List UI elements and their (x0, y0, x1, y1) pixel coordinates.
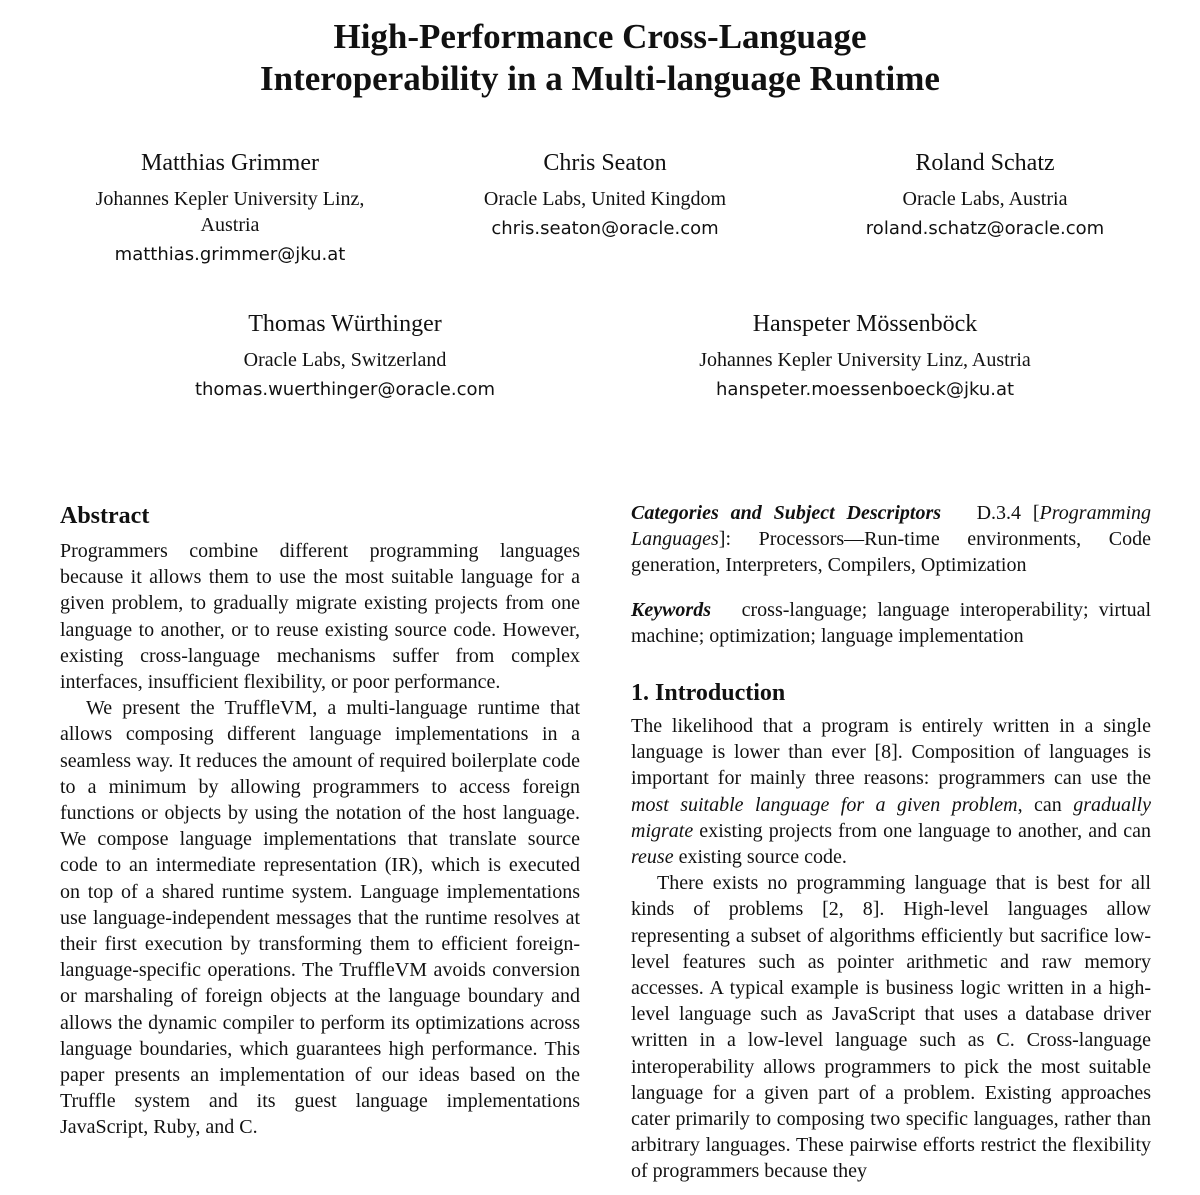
paper-title (0, 16, 1200, 100)
intro-text: existing source code. (673, 846, 847, 869)
abstract-heading: Abstract (60, 503, 150, 529)
author-name: Roland Schatz (915, 150, 1055, 176)
categories-bracket-text: Programming Languages (631, 502, 1152, 551)
intro-text: , can (1017, 793, 1074, 816)
keywords-text: cross-language; language interoperability; virtual machine; optimization; language implementation (631, 598, 1151, 647)
author-email[interactable]: roland.schatz@oracle.com (865, 218, 1105, 239)
author-name: Matthias Grimmer (141, 150, 319, 176)
author-email[interactable]: thomas.wuerthinger@oracle.com (194, 379, 496, 400)
left-column (60, 500, 580, 1141)
author-block (670, 309, 1060, 403)
author-name: Thomas Würthinger (248, 311, 442, 337)
author-block (60, 148, 400, 268)
categories-rest: ]: Processors—Run-time environments, Code generation, Interpreters, Compilers, Optimization (631, 528, 1151, 577)
affiliation-line: Austria (200, 214, 260, 236)
abstract-paragraph: Programmers combine different programming languages because it allows them to use the most suitable language for a given problem, to gradually migrate existing projects from one language to another, or to reuse existing source code. However, existing cross-language mechanisms suffer from complex interfaces, insufficient flexibility, or poor performance. (60, 540, 580, 694)
intro-emphasis: gradually migrate (631, 793, 1151, 842)
intro-emphasis: most suitable language for a given problem (631, 793, 1018, 816)
author-affiliation (170, 347, 520, 373)
intro-paragraph (631, 713, 1151, 870)
affiliation-line: Johannes Kepler University Linz, Austria (699, 349, 1031, 371)
author-email[interactable]: chris.seaton@oracle.com (491, 218, 719, 239)
right-column (631, 500, 1151, 1185)
author-affiliation (435, 186, 775, 212)
categories-code: D.3.4 [ (976, 502, 1040, 524)
author-email[interactable]: matthias.grimmer@jku.at (114, 244, 346, 265)
author-name: Chris Seaton (543, 150, 667, 176)
affiliation-line: Oracle Labs, Switzerland (243, 349, 447, 371)
title-line-1: High-Performance Cross-Language (333, 17, 867, 56)
abstract-paragraph: We present the TruffleVM, a multi-language runtime that allows composing different language implementations in a seamless way. It reduces the amount of required boilerplate code to a minimum by allowing programmers to access foreign functions or objects by using the notation of the host language. We compose language implementations that translate source code to an intermediate representation (IR), which is executed on top of a shared runtime system. Language implementations use language-independent messages that the runtime resolves at their first execution by transforming them to efficient foreign-language-specific operations. The TruffleVM avoids conversion or marshaling of foreign objects at the language boundary and allows the dynamic compiler to perform its optimizations across language boundaries, which guarantees high performance. This paper presents an implementation of our ideas based on the Truffle system and its guest language implementations JavaScript, Ruby, and C. (60, 697, 580, 1139)
affiliation-line: Johannes Kepler University Linz, (95, 188, 365, 210)
intro-emphasis: reuse (631, 846, 674, 869)
author-block (810, 148, 1160, 242)
author-affiliation (670, 347, 1060, 373)
intro-paragraph: There exists no programming language that is best for all kinds of problems [2, 8]. High-level languages allow representing a subset of algorithms efficiently but sacrifice low-level features such as pointer arithmetic and raw memory accesses. A typical example is business logic written in a high-level language such as JavaScript that uses a database driver written in a low-level language such as C. Cross-language interoperability allows programmers to pick the most suitable language for a given part of a problem. Existing approaches cater primarily to composing two specific languages, rather than arbitrary languages. These pairwise efforts restrict the flexibility of programmers because they (631, 872, 1151, 1183)
keywords-label: Keywords (631, 598, 711, 621)
author-name: Hanspeter Mössenböck (752, 311, 978, 337)
author-affiliation (810, 186, 1160, 212)
title-line-2: Interoperability in a Multi-language Runtime (260, 59, 940, 98)
keywords-block (631, 597, 1151, 649)
affiliation-line: Oracle Labs, Austria (902, 188, 1068, 210)
introduction-heading: 1. Introduction (631, 680, 786, 707)
categories-block (631, 500, 1151, 579)
categories-label: Categories and Subject Descriptors (631, 502, 942, 524)
author-affiliation (60, 186, 400, 238)
intro-text: The likelihood that a program is entirely written in a single language is lower than ever [8]. Composition of languages is important for mainly three reasons: programmers can use the (631, 715, 1151, 790)
affiliation-line: Oracle Labs, United Kingdom (483, 188, 727, 210)
author-email[interactable]: hanspeter.moessenboeck@jku.at (715, 379, 1015, 400)
author-block (170, 309, 520, 403)
intro-text: existing projects from one language to another, and can (693, 819, 1151, 842)
author-block (435, 148, 775, 242)
